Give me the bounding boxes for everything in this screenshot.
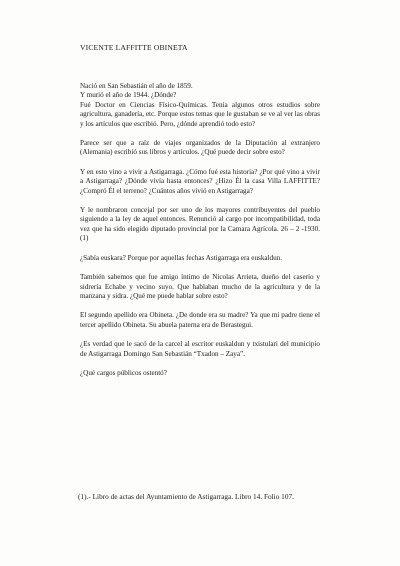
footnote-text: (1).- Libro de actas del Ayuntamiento de Astigarraga. Libro 14. Folio 107. <box>78 492 294 501</box>
document-title: VICENTE LAFFITTE OBINETA <box>80 43 188 52</box>
paragraph-surname: El segundo apellido era Obineta. ¿De donde era su madre? Ya que mi padre tiene el tercer apellido Obineta. Su abuela paterna era de Berastegui. <box>80 311 320 329</box>
paragraph-birth <box>80 82 320 91</box>
paragraph-death-text: Y murió el año de 1944. ¿Dónde? <box>80 91 177 100</box>
paragraph-birth-text: Nació en San Sebastián el año de 1859. <box>80 82 193 90</box>
paragraph-euskara: ¿Sabía euskara? Porque por aquellas fechas Astigarraga era euskaldun. <box>80 253 283 262</box>
paragraph-death <box>80 91 320 100</box>
footnote <box>78 492 328 502</box>
paragraph-studies: Fué Doctor en Ciencias Físico-Químicas. Tenía algunos otros estudios sobre agricultura, ganadería, etc. Porque estos temas que le gustaban se ve al ver las obras y los artículos que escribió. Pero, ¿dónde aprendió todo esto? <box>80 100 320 128</box>
document-body <box>80 82 320 388</box>
paragraph-councillor: Y le nombraron concejal por ser uno de los mayores contribuyentes del pueblo siguiendo a la ley de aquel entonces. Renunció al cargo por incompatibilidad, toda vez que ha sido elegido diputado provincial por la Camara Agrícola. 26 – 2 -1930. (1) <box>80 206 320 243</box>
paragraph-astigarraga: Y en esto vino a vivir a Astigarraga. ¿Cómo fué esta historia? ¿Por qué vino a vivir a Astigarraga? ¿Dónde vivía hasta entonces? ¿Hizo Él la casa Villa LAFFITTE? ¿Compró Él el terreno? ¿Cuántos años vivió en Astigarraga? <box>80 167 320 195</box>
paragraph-friend: También sabemos que fue amigo íntimo de Nicolas Arrieta, dueño del caserío y sidrería Echabe y vecino suyo. Que hablaban mucho de la agricultura y de la manzana y sidra. ¿Qué me puede hablar sobre esto? <box>80 273 320 300</box>
paragraph-travels: Parece ser que a raíz de viajes organizados de la Diputación al extranjero (Alemania) escribió sus libros y artículos. ¿Qué puede decir sobre esto? <box>80 139 320 157</box>
paragraph-prison: ¿Es verdad que le sacó de la carcel al escritor euskaldun y txistulari del municipio de Astigarraga Domingo San Sebastián “Txadon – Zaya”. <box>80 340 320 358</box>
paragraph-public-offices: ¿Qué cargos públicos ostentó? <box>80 368 167 377</box>
